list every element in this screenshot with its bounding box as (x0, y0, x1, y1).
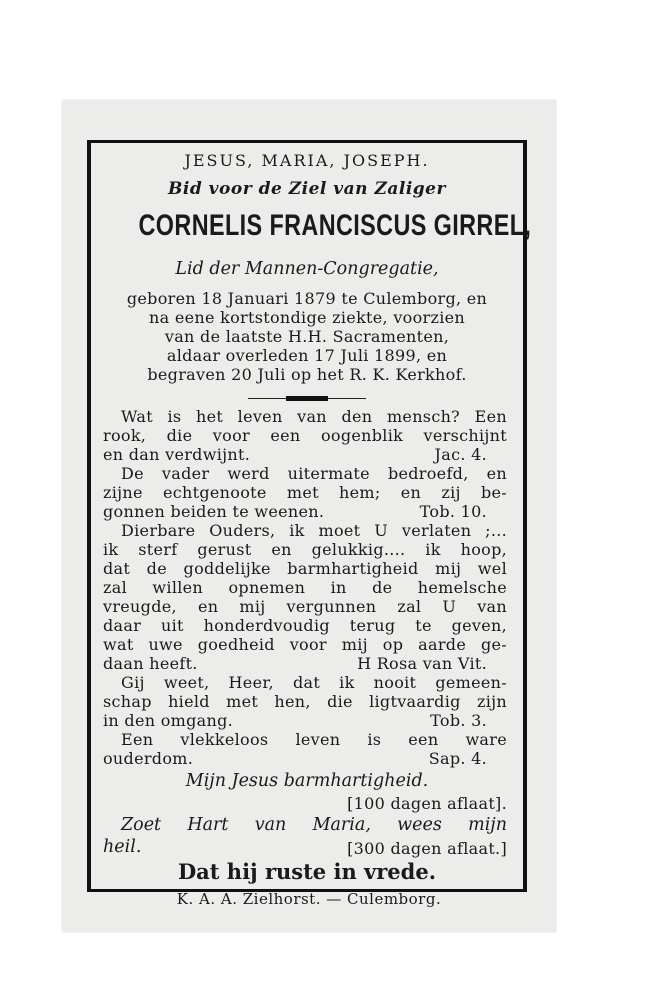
closing: Dat hij ruste in vrede. (177, 859, 437, 884)
text-ref: Jac. 4. (434, 445, 487, 464)
deceased-name: CORNELIS FRANCISCUS GIRREL, (138, 209, 532, 242)
memorial-card (62, 100, 556, 932)
prayer-request: Bid voor de Ziel van Zaliger (168, 179, 446, 199)
text-line: vreugde, en mij vergunnen zal U van (103, 597, 507, 616)
text-line: Dierbare Ouders, ik moet U verlaten ;... (121, 521, 507, 540)
text-line: zijne echtgenoote met hem; en zij be- (103, 483, 507, 502)
text-line: ik sterf gerust en gelukkig.... ik hoop, (103, 540, 507, 559)
text-line: wat uwe goedheid voor mij op aarde ge- (103, 635, 507, 654)
text-line: De vader werd uitermate bedroefd, en (121, 464, 507, 483)
membership: Lid der Mannen-Congregatie, (175, 259, 439, 279)
header: JESUS, MARIA, JOSEPH. (184, 151, 430, 170)
indulgence-1: [100 dagen aflaat]. (347, 794, 507, 813)
text-line: dat de goddelijke barmhartigheid mij wel (103, 559, 507, 578)
text-ref: H Rosa van Vit. (357, 654, 487, 673)
indulgence-2: [300 dagen aflaat.] (347, 839, 507, 858)
prayer-2: Zoet Hart van Maria, wees mijn (121, 815, 507, 835)
text-line: Wat is het leven van den mensch? Een (121, 407, 507, 426)
bio-line: geboren 18 Januari 1879 te Culemborg, en (126, 289, 488, 308)
bio-line: van de laatste H.H. Sacramenten, (164, 327, 450, 346)
text-line: gonnen beiden te weenen. (103, 502, 325, 521)
text-line: ouderdom. (103, 749, 194, 768)
text-line: zal willen opnemen in de hemelsche (103, 578, 507, 597)
bio-line: begraven 20 Juli op het R. K. Kerkhof. (147, 365, 467, 384)
text-line: in den omgang. (103, 711, 234, 730)
text-ref: Tob. 10. (419, 502, 487, 521)
text-line: schap hield met hen, die ligtvaardig zijn (103, 692, 507, 711)
text-line: rook, die voor een oogenblik verschijnt (103, 426, 507, 445)
prayer-2-end: heil. (103, 837, 142, 857)
prayer-1: Mijn Jesus barmhartigheid. (185, 771, 429, 791)
divider (248, 398, 366, 399)
text-line: Een vlekkeloos leven is een ware (121, 730, 507, 749)
card-frame (87, 140, 532, 892)
bio-line: aldaar overleden 17 Juli 1899, en (166, 346, 448, 365)
text-ref: Tob. 3. (430, 711, 487, 730)
text-line: Gij weet, Heer, dat ik nooit gemeen- (121, 673, 507, 692)
text-line: daar uit honderdvoudig terug te geven, (103, 616, 507, 635)
text-line: en dan verdwijnt. (103, 445, 251, 464)
printer-imprint: K. A. A. Zielhorst. — Culemborg. (176, 890, 442, 908)
bio-line: na eene kortstondige ziekte, voorzien (148, 308, 466, 327)
text-line: daan heeft. (103, 654, 198, 673)
text-ref: Sap. 4. (428, 749, 487, 768)
